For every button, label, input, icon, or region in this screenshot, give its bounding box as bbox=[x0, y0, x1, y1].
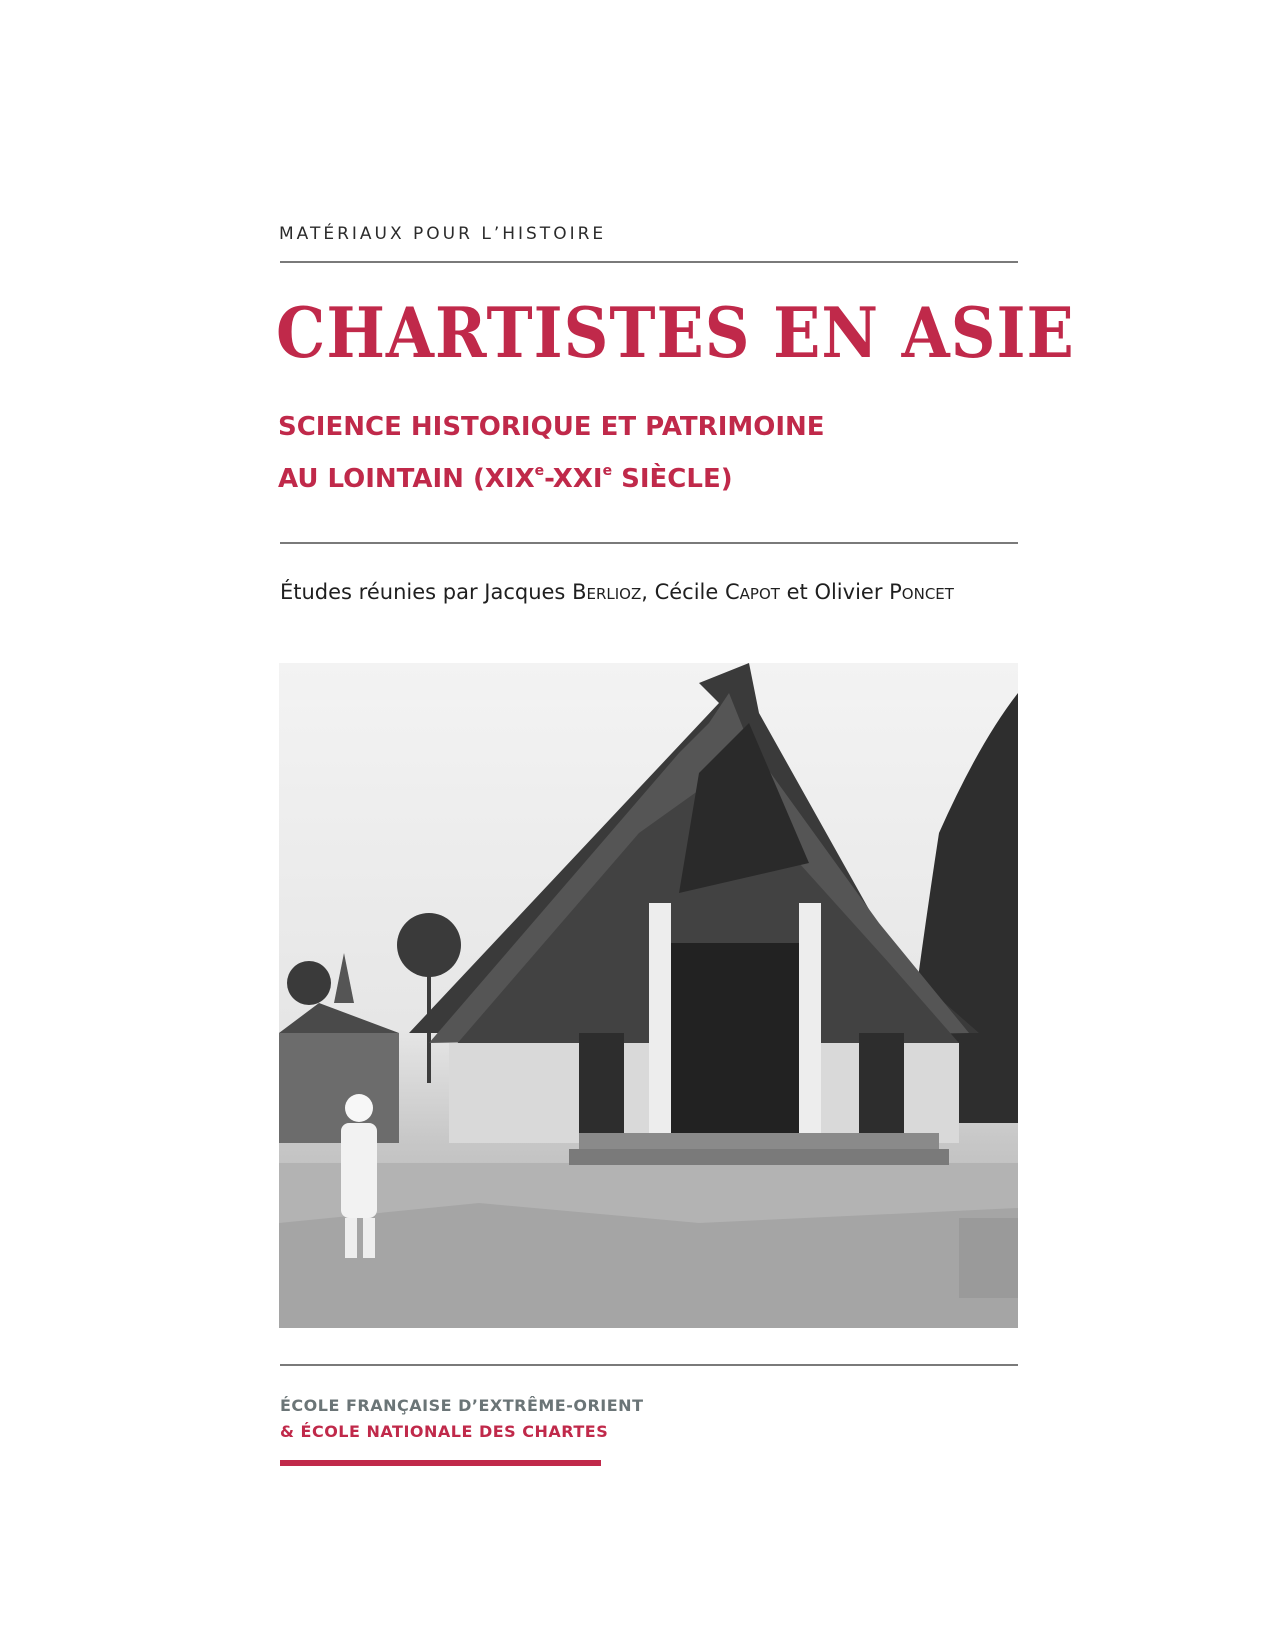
temple-step-2 bbox=[569, 1149, 949, 1165]
series-name: MATÉRIAUX POUR L’HISTOIRE bbox=[279, 224, 607, 244]
figure-body bbox=[341, 1123, 377, 1218]
editors-line bbox=[280, 580, 954, 604]
editors-separator-1: , Cécile bbox=[641, 580, 725, 604]
side-arch-left bbox=[579, 1033, 624, 1143]
editor-name-poncet: Poncet bbox=[889, 580, 954, 604]
subtitle-suffix: SIÈCLE) bbox=[612, 464, 733, 494]
figure-leg-left bbox=[345, 1218, 357, 1258]
courtyard-shadow bbox=[279, 1203, 1018, 1328]
side-arch-right bbox=[859, 1033, 904, 1143]
column-right bbox=[799, 903, 821, 1143]
temple-step-1 bbox=[579, 1133, 939, 1149]
figure-helmet bbox=[345, 1094, 373, 1122]
accent-bar bbox=[280, 1460, 601, 1466]
left-building-roof bbox=[279, 1003, 399, 1033]
palm-crown bbox=[397, 913, 461, 977]
subtitle-mid: -XXI bbox=[544, 464, 603, 494]
middle-rule bbox=[280, 542, 1018, 544]
editor-name-capot: Capot bbox=[724, 580, 780, 604]
subtitle-line-2 bbox=[278, 464, 733, 494]
book-title: CHARTISTES EN ASIE bbox=[276, 292, 1075, 374]
small-stupa bbox=[334, 953, 354, 1003]
superscript-e-1: e bbox=[534, 463, 545, 479]
column-left bbox=[649, 903, 671, 1143]
left-building bbox=[279, 1033, 399, 1143]
stone-block bbox=[959, 1218, 1018, 1298]
editors-intro: Études réunies par Jacques bbox=[280, 580, 573, 604]
cover-photo-temple bbox=[279, 663, 1018, 1328]
subtitle-prefix: AU LOINTAIN (XIX bbox=[278, 464, 535, 494]
editor-name-berlioz: Berlioz bbox=[572, 580, 642, 604]
figure-leg-right bbox=[363, 1218, 375, 1258]
publisher-efeo: ÉCOLE FRANÇAISE D’EXTRÊME-ORIENT bbox=[280, 1396, 644, 1415]
superscript-e-2: e bbox=[602, 463, 613, 479]
palm-crown-left bbox=[287, 961, 331, 1005]
editors-separator-2: et Olivier bbox=[779, 580, 890, 604]
bottom-rule bbox=[280, 1364, 1018, 1366]
top-rule bbox=[280, 261, 1018, 263]
publisher-enc: & ÉCOLE NATIONALE DES CHARTES bbox=[280, 1422, 609, 1441]
subtitle-line-1: SCIENCE HISTORIQUE ET PATRIMOINE bbox=[278, 412, 825, 442]
temple-doorway bbox=[669, 943, 799, 1143]
temple-illustration bbox=[279, 663, 1018, 1328]
